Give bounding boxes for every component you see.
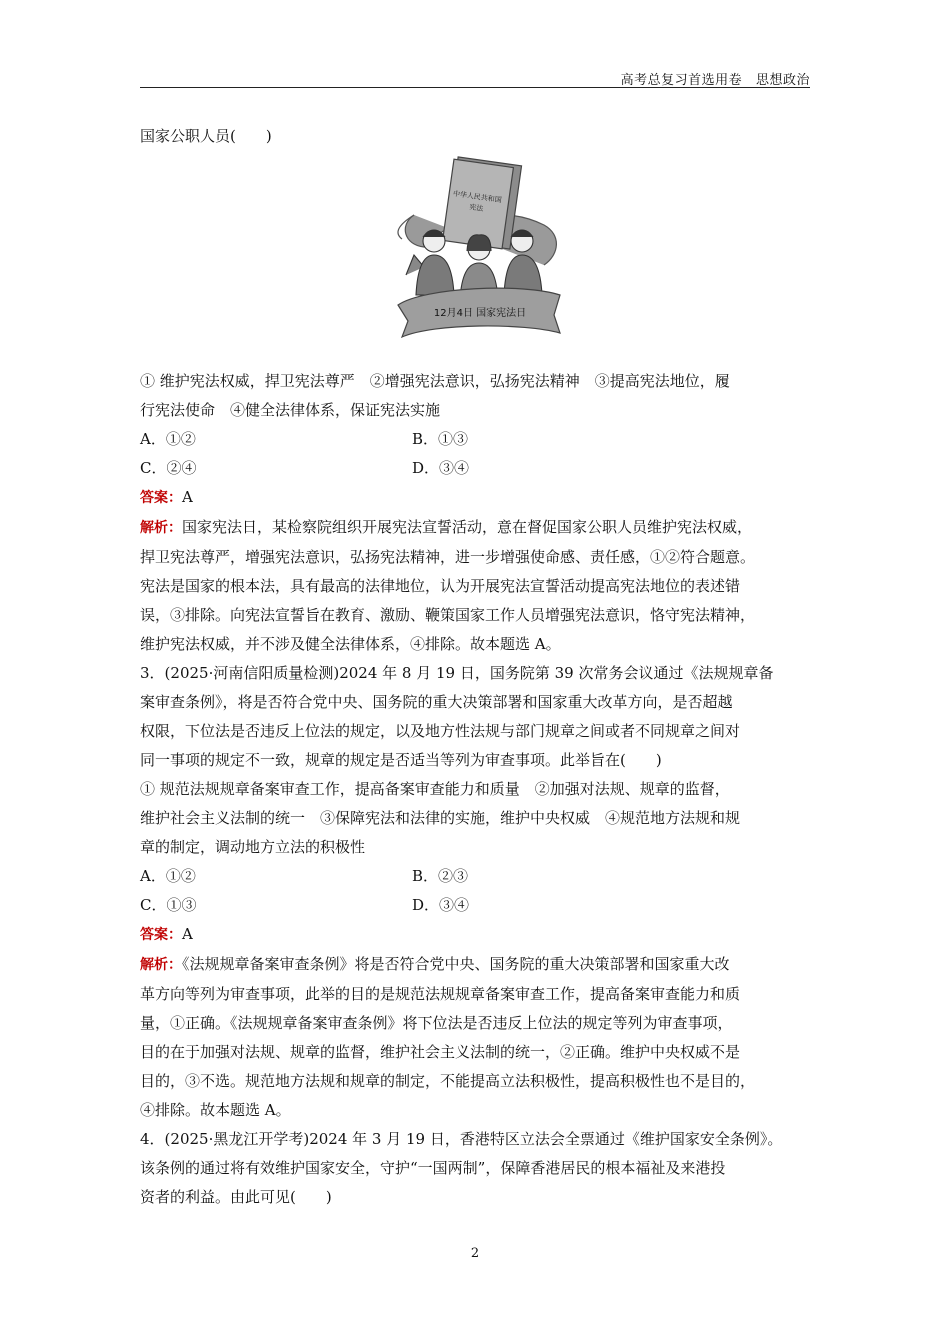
q3-analysis-line5: 目的，③不选。规范地方法规和规章的制定，不能提高立法积极性，提高积极性也不是目的， bbox=[140, 1072, 756, 1090]
q3-option-b: B．②③ bbox=[412, 867, 469, 885]
question-3 bbox=[140, 659, 815, 1125]
q3-answer-label: 答案： bbox=[140, 927, 182, 943]
q2-options-row2 bbox=[140, 454, 815, 483]
q2-analysis-line3: 宪法是国家的根本法，具有最高的法律地位，认为开展宪法宣誓活动提高宪法地位的表述错 bbox=[140, 577, 741, 595]
q3-answer-value: A bbox=[182, 925, 193, 943]
q2-option-d: D．③④ bbox=[412, 459, 470, 477]
q2-analysis-line4: 误，③排除。向宪法宣誓旨在教育、激励、鞭策国家工作人员增强宪法意识，恪守宪法精神， bbox=[140, 606, 756, 624]
question-2 bbox=[140, 122, 815, 659]
header-book: 高考总复习首选用卷 bbox=[620, 73, 743, 88]
q2-option-a: A．①② bbox=[140, 430, 196, 448]
q3-stem-line1: 3．(2025·河南信阳质量检测)2024 年 8 月 19 日，国务院第 39 次常务会议通过《法规规章备 bbox=[140, 664, 774, 682]
book-title-line2: 宪法 bbox=[468, 203, 484, 213]
q3-analysis-line2: 革方向等列为审查事项，此举的目的是规范法规规章备案审查工作，提高备案审查能力和质 bbox=[140, 985, 741, 1003]
q2-analysis-line2: 捍卫宪法尊严，增强宪法意识，弘扬宪法精神，进一步增强使命感、责任感，①②符合题意。 bbox=[140, 548, 756, 566]
q4-stem-line2: 该条例的通过将有效维护国家安全，守护“一国两制”，保障香港居民的根本福祉及来港投 bbox=[140, 1159, 726, 1177]
q3-analysis-text: 《法规规章备案审查条例》将是否符合党中央、国务院的重大决策部署和国家重大改 bbox=[182, 955, 730, 973]
banner-text: 12月4日 国家宪法日 bbox=[433, 308, 527, 319]
q2-options-row1 bbox=[140, 425, 815, 454]
q3-analysis-line3: 量，①正确。《法规规章备案审查条例》将下位法是否违反上位法的规定等列为审查事项， bbox=[140, 1014, 733, 1032]
q3-options-row1 bbox=[140, 862, 815, 891]
q3-analysis-line6: ④排除。故本题选 A。 bbox=[140, 1101, 291, 1119]
q3-option-d: D．③④ bbox=[412, 896, 470, 914]
q3-analysis-line4: 目的在于加强对法规、规章的监督，维护社会主义法制的统一，②正确。维护中央权威不是 bbox=[140, 1043, 741, 1061]
q2-stem-tail: 国家公职人员( ) bbox=[140, 127, 272, 145]
q2-analysis-text: 国家宪法日，某检察院组织开展宪法宣誓活动，意在督促国家公职人员维护宪法权威， bbox=[182, 518, 753, 536]
q2-statements-line2: 行宪法使命 ④健全法律体系，保证宪法实施 bbox=[140, 401, 441, 419]
q3-options-row2 bbox=[140, 891, 815, 920]
q2-option-b: B．①③ bbox=[412, 430, 469, 448]
q3-stem-line3: 权限，下位法是否违反上位法的规定，以及地方性法规与部门规章之间或者不同规章之间对 bbox=[140, 722, 741, 740]
q2-analysis-line5: 维护宪法权威，并不涉及健全法律体系，④排除。故本题选 A。 bbox=[140, 635, 561, 653]
constitution-day-image bbox=[394, 155, 564, 359]
book-title-line1: 中华人民共和国 bbox=[452, 189, 503, 205]
q2-statements-line1: ① 维护宪法权威，捍卫宪法尊严 ②增强宪法意识，弘扬宪法精神 ③提高宪法地位，履 bbox=[140, 372, 730, 390]
q2-analysis-line1 bbox=[140, 513, 815, 543]
q3-answer bbox=[140, 920, 815, 950]
q3-analysis-line1 bbox=[140, 950, 815, 980]
q2-answer bbox=[140, 483, 815, 513]
q2-option-c: C．②④ bbox=[140, 459, 197, 477]
q4-stem-line1: 4．(2025·黑龙江开学考)2024 年 3 月 19 日，香港特区立法会全票通过《维护国家安全条例》。 bbox=[140, 1130, 783, 1148]
q3-stem-line2: 案审查条例》，将是否符合党中央、国务院的重大决策部署和国家重大改革方向，是否超越 bbox=[140, 693, 733, 711]
q4-stem-line3: 资者的利益。由此可见( ) bbox=[140, 1188, 332, 1206]
q3-option-c: C．①③ bbox=[140, 896, 197, 914]
page-number: 2 bbox=[470, 1246, 480, 1261]
header-subject: 思想政治 bbox=[755, 73, 810, 88]
q3-statements-line3: 章的制定，调动地方立法的积极性 bbox=[140, 838, 366, 856]
q2-answer-value: A bbox=[182, 488, 193, 506]
header-rule bbox=[140, 87, 810, 88]
page-content bbox=[140, 122, 815, 1212]
header-title bbox=[621, 69, 810, 88]
question-4 bbox=[140, 1125, 815, 1212]
q3-statements-line2: 维护社会主义法制的统一 ③保障宪法和法律的实施，维护中央权威 ④规范地方法规和规 bbox=[140, 809, 741, 827]
constitution-day-illustration bbox=[140, 155, 815, 359]
q3-analysis-label: 解析： bbox=[140, 957, 182, 973]
q3-statements-line1: ① 规范法规规章备案审查工作，提高备案审查能力和质量 ②加强对法规、规章的监督， bbox=[140, 780, 730, 798]
q3-option-a: A．①② bbox=[140, 867, 196, 885]
q2-analysis-label: 解析： bbox=[140, 520, 182, 536]
q2-answer-label: 答案： bbox=[140, 490, 182, 506]
q3-stem-line4: 同一事项的规定不一致，规章的规定是否适当等列为审查事项。此举旨在( ) bbox=[140, 751, 662, 769]
